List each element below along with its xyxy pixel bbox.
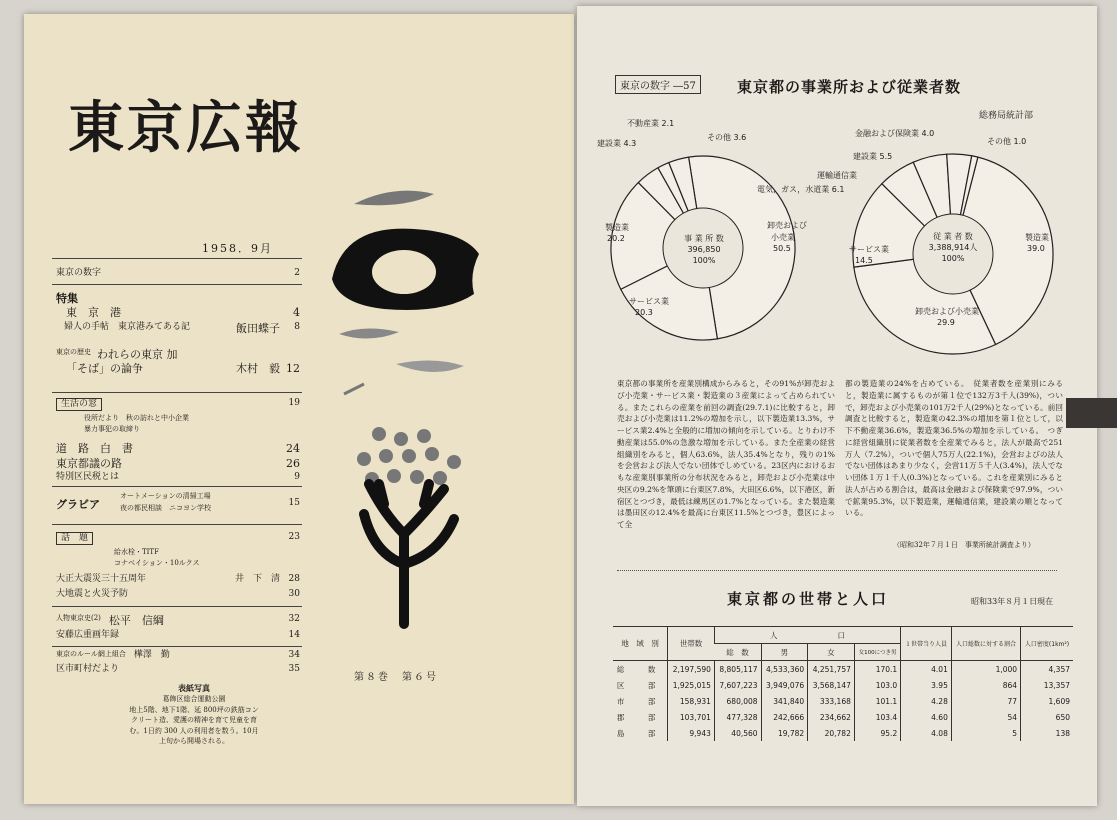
pie1-label-kensetsu: 建設業 4.3 xyxy=(597,139,637,148)
toc-item[interactable]: 安藤広重画年録 14 xyxy=(56,630,300,640)
pie2-label-seizo: 製造業 xyxy=(1025,233,1049,242)
department: 総務局統計部 xyxy=(979,111,1034,121)
col-male: 男 xyxy=(761,644,808,661)
toc-item[interactable]: 東京のルール網上組合 樺澤 勤 34 xyxy=(56,650,300,660)
cell-households: 158,931 xyxy=(668,693,715,709)
pie2-label-kinyu: 金融および保険業 4.0 xyxy=(855,129,935,138)
toc-item[interactable]: 区市町村だより 35 xyxy=(56,664,300,674)
series-label: 東京の数字 ―57 xyxy=(615,75,701,94)
toc-section: 特集 xyxy=(56,292,78,305)
cell-male: 242,666 xyxy=(761,709,808,725)
cell-per-house: 4.08 xyxy=(901,725,952,741)
magazine-title: 東京広報 xyxy=(68,95,304,161)
toc-item[interactable]: グラビア 15 xyxy=(56,498,300,511)
cell-households: 103,701 xyxy=(668,709,715,725)
cell-area: 総 数 xyxy=(616,664,664,674)
cell-ratio: 103.4 xyxy=(854,709,900,725)
pie2-label-service: サービス業 xyxy=(849,245,889,254)
pie1-label-oroshi2: 小売業 xyxy=(771,233,795,242)
table-row xyxy=(613,693,1073,709)
cell-density: 1,609 xyxy=(1021,693,1073,709)
toc-item[interactable]: 大正大震災三十五周年 井 下 清 28 xyxy=(56,574,300,584)
cell-per-house: 4.28 xyxy=(901,693,952,709)
divider xyxy=(52,646,302,647)
cell-area: 郡 部 xyxy=(616,712,664,722)
toc-item[interactable]: 人物東京史(2) 松平 信綱 32 xyxy=(56,614,300,627)
cell-total: 477,328 xyxy=(714,709,761,725)
pie2-center: 従 業 者 数 3,388,914人 100% xyxy=(928,232,978,263)
pie2-label-sonota: その他 1.0 xyxy=(987,137,1027,146)
population-title: 東京都の世帯と人口 xyxy=(727,590,890,608)
toc-item[interactable]: 道 路 白 書 24 xyxy=(56,442,300,455)
divider xyxy=(52,486,302,487)
cell-male: 19,782 xyxy=(761,725,808,741)
pie2-label-unyu2: 電気，ガス，水道業 6.1 xyxy=(757,185,845,194)
divider xyxy=(617,570,1057,571)
toc-subitem: 役所だより 秋の訪れと中小企業 xyxy=(84,414,189,422)
toc-subitem: コナベイション・10ルクス xyxy=(114,559,200,567)
toc-item[interactable]: 東京都議の路 26 xyxy=(56,457,300,470)
pie1-center: 事 業 所 数 396,850 100% xyxy=(684,234,724,265)
col-ratio: 女100につき男 xyxy=(854,644,900,661)
cell-area: 島 部 xyxy=(616,728,664,738)
cell-female: 20,782 xyxy=(808,725,855,741)
body-text-right: 都の製造業の24%を占めている。 従業者数を産業別にみると，製造業に属するものが第１位で132万3千人(39%)，ついで，卸売および小売業の101万2千人(29%)となっている。前回調査と比較すると，製造業の42.3%の増加を第１位として，以下不動産業36.6%，製造業36.5%の増加を示している。 つぎに経営組織別に従業者数を全産業でみると，法人が最高で251万人（7.2%），ついで個人75万人(22.1%)，会営およびの法人でない団体はあまり少なく，会営11万５千人(3.4%)，法人でない団体１万１千人(0.3%)となっている。これを産業別にみると法人が占める割合は，最高は金融および保険業で97.9%，ついで鉱業95.3%，以下製造業，運輸通信業，建設業の順となっている。 xyxy=(845,379,1063,518)
toc-item[interactable]: 東 京 港 4 xyxy=(66,306,300,319)
divider xyxy=(52,392,302,393)
cell-share: 54 xyxy=(951,709,1020,725)
col-population: 人 口 xyxy=(714,627,900,644)
toc-item[interactable]: 生活の窓 19 xyxy=(56,398,300,411)
toc-subitem: 夜の都民相談 ニコヨン学校 xyxy=(120,504,211,512)
pie2-label-unyu: 運輸通信業 xyxy=(817,171,857,180)
cell-households: 9,943 xyxy=(668,725,715,741)
cell-per-house: 4.60 xyxy=(901,709,952,725)
body-text-left: 東京都の事業所を産業別構成からみると，その91%が卸売および小売業・サービス業・製造業の３産業によって占められている。またこれらの産業を前回の調査(29.7.1)に比較すると，卸売および小売業は11.2%の増加を示し，以下製造業13.3%，サービス業2.4%と全般的に増加の傾向を示している。とりわけ不動産業は55.0%の急激な増加を示している。また全産業の経営組織別をみると，個人63.6%，法人35.4%となり，残りの1%を会営および法人でない団体でしめている。23区内におけるおもな産業別事業所の分布状況をみると，卸売および小売業は中央区の9.2%を筆頭に台東区7.8%，大田区6.6%，以下港区，新宿区とつづき，最低は練馬区の1.7%となっている。また製造業は墨田区の12.4%を最高に台東区11.5%とつづき，豊区によって全 xyxy=(617,379,835,530)
population-date: 昭和33年８月１日現在 xyxy=(971,597,1054,606)
right-page xyxy=(577,6,1097,806)
table-row xyxy=(613,677,1073,693)
toc-item[interactable]: 婦人の手帖 東京港みてある記 飯田蝶子 8 xyxy=(64,322,300,335)
cell-share: 77 xyxy=(951,693,1020,709)
cell-total: 40,560 xyxy=(714,725,761,741)
col-households: 世帯数 xyxy=(668,627,715,661)
cell-share: 1,000 xyxy=(951,661,1020,678)
pie2-value-seizo: 39.0 xyxy=(1027,244,1045,253)
cell-male: 3,949,076 xyxy=(761,677,808,693)
cell-male: 4,533,360 xyxy=(761,661,808,678)
cell-density: 4,357 xyxy=(1021,661,1073,678)
pie1-label-service: サービス業 xyxy=(629,297,669,306)
cell-total: 7,607,223 xyxy=(714,677,761,693)
source-note: （昭和32年７月１日 事業所統計調査より） xyxy=(893,541,1035,549)
col-area: 地 域 別 xyxy=(613,627,668,661)
col-per-house: １世帯当り人員 xyxy=(901,627,952,661)
cell-area: 市 部 xyxy=(616,696,664,706)
cell-density: 13,357 xyxy=(1021,677,1073,693)
binding-clip xyxy=(1066,398,1117,428)
toc-item[interactable]: 「そば」の論争 木村 毅 12 xyxy=(66,362,300,375)
cell-total: 680,008 xyxy=(714,693,761,709)
pie2-label-oroshi: 卸売および小売業 xyxy=(915,307,979,316)
cell-density: 138 xyxy=(1021,725,1073,741)
pie1-label-seizo: 製造業 xyxy=(605,223,629,232)
col-share: 人口総数に対する割合 xyxy=(951,627,1020,661)
cell-female: 333,168 xyxy=(808,693,855,709)
table-row xyxy=(613,661,1073,678)
cell-ratio: 101.1 xyxy=(854,693,900,709)
divider xyxy=(52,284,302,285)
toc-item[interactable]: 話 題 23 xyxy=(56,532,300,545)
col-density: 人口密度(1km²) xyxy=(1021,627,1073,661)
left-page xyxy=(24,14,574,804)
article-title: 東京都の事業所および従業者数 xyxy=(737,78,962,96)
pie2-value-oroshi: 29.9 xyxy=(937,318,955,327)
cover-caption: 表紙写真 葛飾区総合運動公園 地上5階、地下1階、延 800坪の鉄筋コン クリート造、愛護の精神を育て児童を育 む。1日約 300 人の利用者を数う。10月 上旬から開場される。 xyxy=(129,683,259,745)
pie2-label-kensetsu: 建設業 5.5 xyxy=(853,152,893,161)
toc-subitem: オートメーションの清掃工場 xyxy=(120,492,211,500)
divider xyxy=(52,258,302,259)
cell-total: 8,805,117 xyxy=(714,661,761,678)
col-female: 女 xyxy=(808,644,855,661)
cell-female: 3,568,147 xyxy=(808,677,855,693)
divider xyxy=(52,524,302,525)
pie1-label-fudosan: 不動産業 2.1 xyxy=(627,119,675,128)
cell-female: 4,251,757 xyxy=(808,661,855,678)
pie1-value-seizo: 20.2 xyxy=(607,234,625,243)
cell-density: 650 xyxy=(1021,709,1073,725)
cell-area: 区 部 xyxy=(616,680,664,690)
cell-households: 1,925,015 xyxy=(668,677,715,693)
population-table xyxy=(613,626,1073,741)
cell-female: 234,662 xyxy=(808,709,855,725)
cell-per-house: 3.95 xyxy=(901,677,952,693)
cell-ratio: 170.1 xyxy=(854,661,900,678)
pie1-value-oroshi: 50.5 xyxy=(773,244,791,253)
cell-share: 5 xyxy=(951,725,1020,741)
cell-ratio: 103.0 xyxy=(854,677,900,693)
table-row xyxy=(613,725,1073,741)
issue-date: 1958．9月 xyxy=(202,242,273,255)
toc-item[interactable]: 大地震と火災予防 30 xyxy=(56,589,300,599)
cell-households: 2,197,590 xyxy=(668,661,715,678)
toc-item[interactable]: 特別区民税とは 9 xyxy=(56,472,300,482)
col-total: 総 数 xyxy=(714,644,761,661)
toc-item[interactable]: 東京の数字 2 xyxy=(56,268,300,278)
toc-label: 東京の歴史 われらの東京 加 xyxy=(56,348,178,361)
pie1-label-oroshi: 卸売および xyxy=(767,221,807,230)
cell-share: 864 xyxy=(951,677,1020,693)
cell-per-house: 4.01 xyxy=(901,661,952,678)
divider xyxy=(52,606,302,607)
pie2-value-service: 14.5 xyxy=(855,256,873,265)
toc-subitem: 給水栓・TITF xyxy=(114,548,159,556)
volume-number: 第８巻 第６号 xyxy=(354,672,438,683)
cell-ratio: 95.2 xyxy=(854,725,900,741)
cover-illustration xyxy=(324,184,494,634)
pie1-value-service: 20.3 xyxy=(635,308,653,317)
toc-subitem: 暴力事犯の取締り xyxy=(84,425,140,433)
pie1-label-sonota: その他 3.6 xyxy=(707,133,747,142)
table-row xyxy=(613,709,1073,725)
cell-male: 341,840 xyxy=(761,693,808,709)
